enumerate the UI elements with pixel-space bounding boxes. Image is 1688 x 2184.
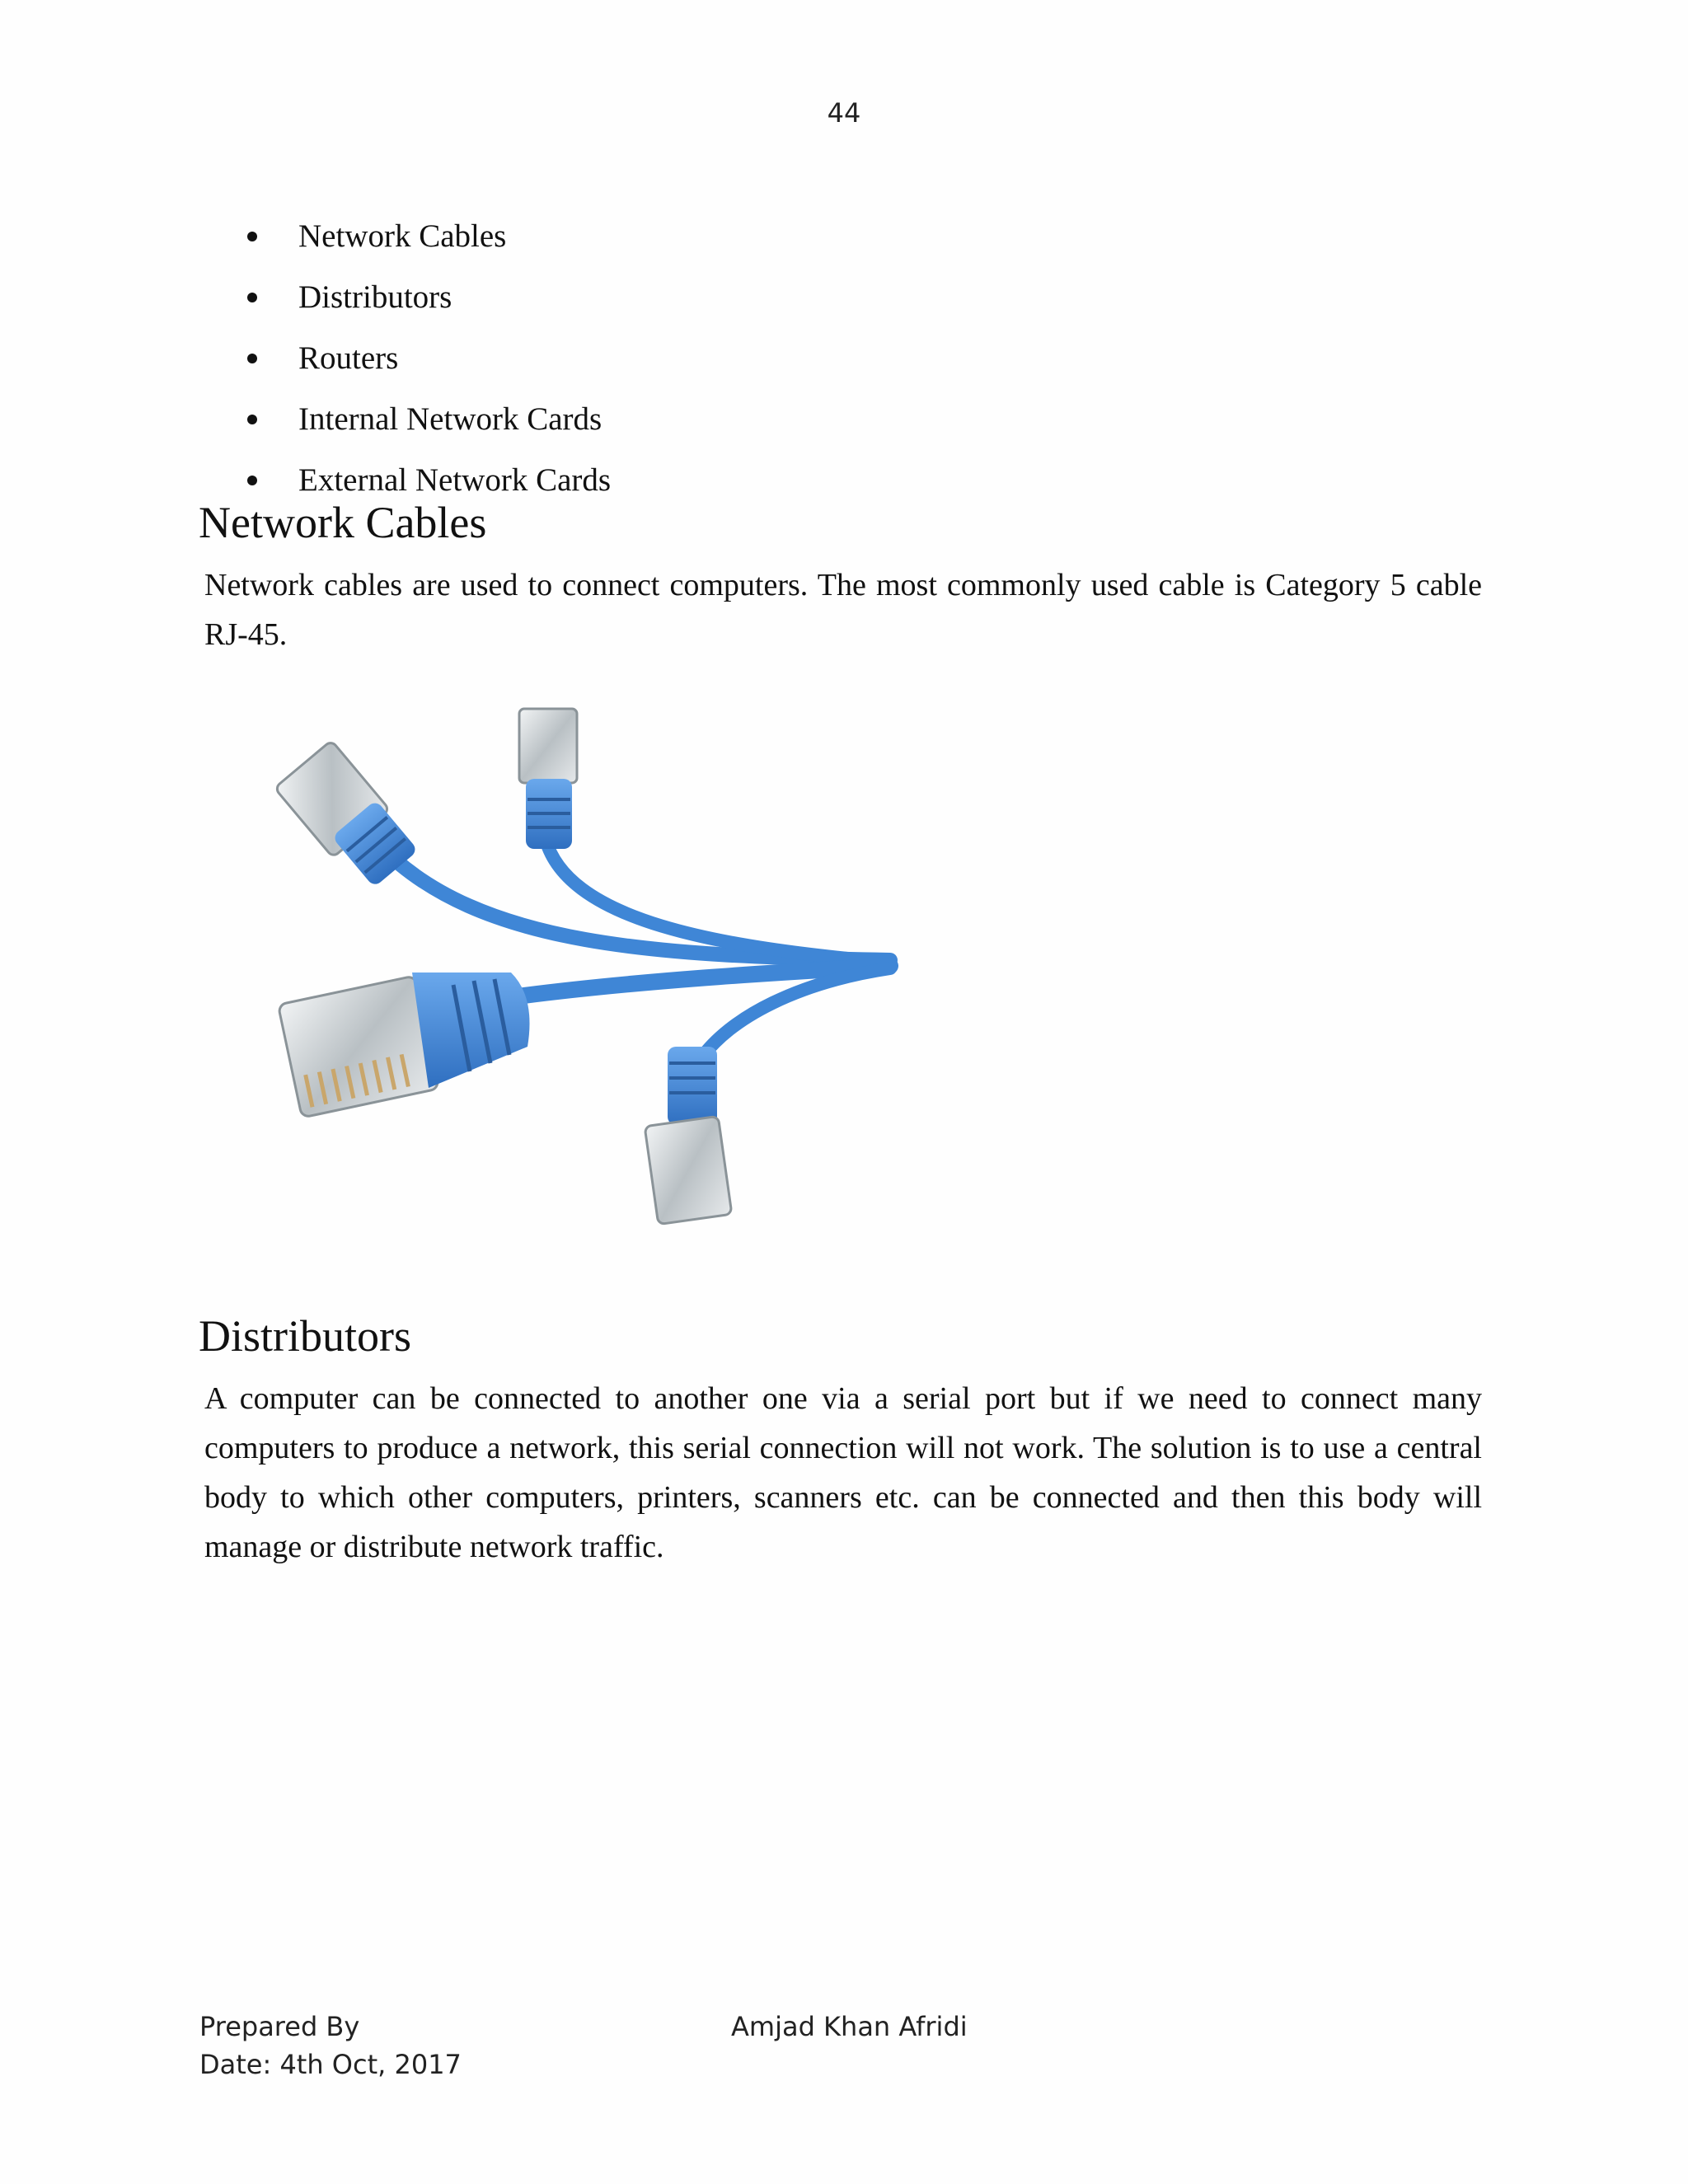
footer-date: Date: 4th Oct, 2017: [199, 2049, 462, 2080]
bullet-icon: [247, 415, 257, 424]
footer-prepared-by: Prepared By: [199, 2011, 360, 2042]
cable-wire: [379, 845, 890, 960]
bullet-icon: [247, 232, 257, 241]
list-item-label: Network Cables: [298, 218, 507, 254]
bullet-icon: [247, 354, 257, 363]
bullet-list: [247, 206, 611, 511]
bullet-icon: [247, 476, 257, 485]
list-item-label: Distributors: [298, 279, 452, 315]
list-item: [247, 389, 611, 450]
list-item-label: Routers: [298, 340, 399, 376]
section-heading-network-cables: Network Cables: [199, 498, 487, 547]
list-item: [247, 267, 611, 328]
rj45-connector: [278, 972, 529, 1118]
section-heading-distributors: Distributors: [199, 1311, 412, 1361]
rj45-connector: [519, 709, 577, 849]
footer-author: Amjad Khan Afridi: [731, 2011, 968, 2042]
paragraph-network-cables: Network cables are used to connect computers. The most commonly used cable is Category 5 cable RJ-45.: [204, 568, 1482, 652]
paragraph-distributors: A computer can be connected to another one via a serial port but if we need to connect many computers to produce a network, this serial connection will not work. The solution is to use a central body to which other computers, printers, scanners etc. can be connected and then this body will manage or distribute network traffic.: [204, 1381, 1482, 1564]
list-item: [247, 328, 611, 389]
bullet-icon: [247, 293, 257, 302]
network-cable-image: [264, 701, 907, 1261]
list-item-label: External Network Cards: [298, 462, 612, 498]
page-number: 44: [827, 97, 861, 129]
list-item: [247, 206, 611, 267]
rj45-connector: [645, 1047, 732, 1225]
list-item-label: Internal Network Cards: [298, 401, 603, 437]
